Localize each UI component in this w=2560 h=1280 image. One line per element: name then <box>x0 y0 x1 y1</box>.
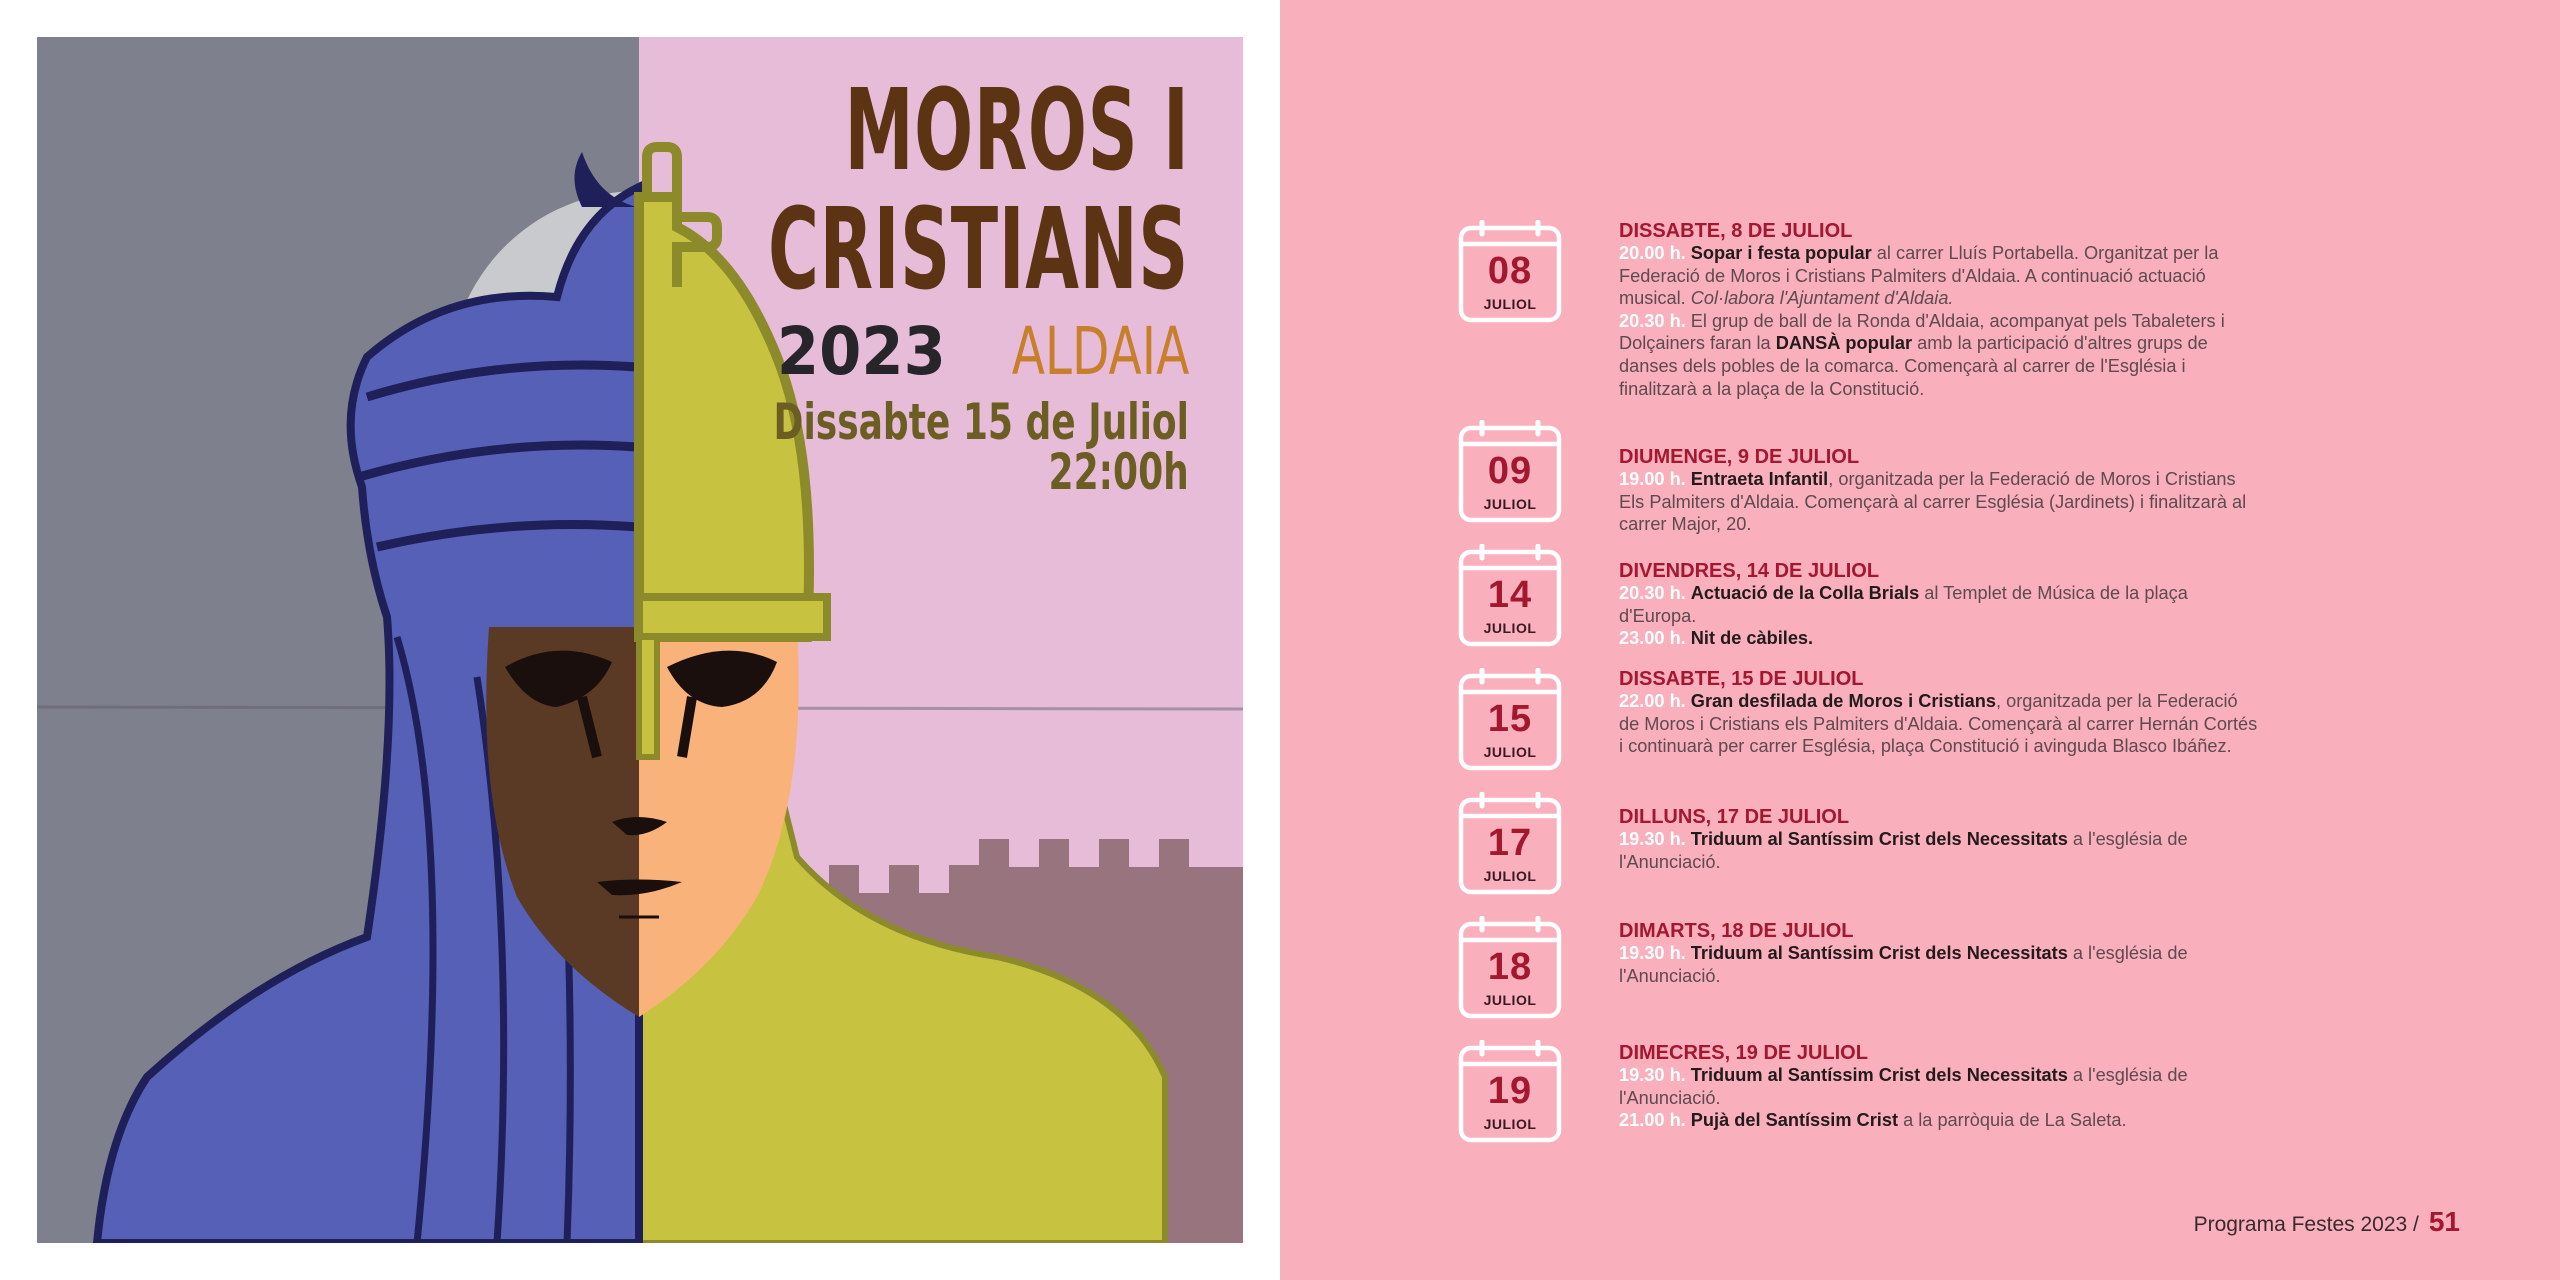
calendar-day: 14 <box>1487 574 1533 616</box>
event-details <box>1619 560 2259 650</box>
calendar-month: JULIOL <box>1483 744 1537 760</box>
event-title: Entraeta Infantil <box>1690 469 1829 489</box>
poster-year: 2023 <box>776 313 946 390</box>
event-heading: DIVENDRES, 14 DE JULIOL <box>1619 560 1880 582</box>
event-description: , organitzada per la Federació de Moros i Cristians els Palmiters d'Aldaia. Començarà al carrer Hernán Cortés i continuarà per carrer Església, plaça Constitució i avinguda Blasco Ibáñez. <box>1619 691 2258 757</box>
event-description: a la parròquia de La Saleta. <box>1903 1110 2127 1131</box>
footer-label: Programa Festes 2023 / <box>2193 1213 2419 1236</box>
poster-date: Dissabte 15 de Juliol <box>773 393 1189 451</box>
event-description: a l'església de l'Anunciació. <box>1619 1065 2188 1108</box>
event-title: Nit de càbiles. <box>1690 628 1814 649</box>
event-time: 23.00 h. <box>1619 628 1686 649</box>
event-description: a l'església de l'Anunciació. <box>1619 829 2188 872</box>
poster-title-line-2: CRISTIANS <box>768 185 1189 315</box>
event-description: al Templet de Música de la plaça d'Europa. <box>1619 583 2188 626</box>
event-details <box>1619 920 2259 987</box>
event-title: Triduum al Santíssim Crist dels Necessitats <box>1690 1065 2068 1085</box>
event-details <box>1619 806 2259 873</box>
calendar-day: 15 <box>1487 698 1533 740</box>
event-title: Triduum al Santíssim Crist dels Necessitats <box>1690 829 2068 849</box>
calendar-badge <box>1458 544 1562 648</box>
event-details <box>1619 1042 2259 1132</box>
event-title: Sopar i festa popular <box>1690 243 1872 263</box>
helmet-rim <box>639 597 827 637</box>
program-page <box>1280 0 2560 1280</box>
event-time: 19.30 h. <box>1619 943 1686 963</box>
event-description: El grup de ball de la Ronda d'Aldaia, acompanyat pels Tabaleters i Dolçainers faran la <box>1619 310 2225 354</box>
event-title: DANSÀ popular <box>1775 333 1913 354</box>
event-details <box>1619 220 2259 400</box>
event-title: Actuació de la Colla Brials <box>1690 583 1920 603</box>
event-details <box>1619 446 2259 536</box>
festival-poster <box>37 37 1243 1243</box>
page-number: 51 <box>2428 1206 2460 1237</box>
event-heading: DISSABTE, 15 DE JULIOL <box>1619 668 1864 690</box>
calendar-month: JULIOL <box>1483 868 1537 884</box>
calendar-badge <box>1458 420 1562 524</box>
poster-year-town <box>776 313 1189 390</box>
event-time: 20.00 h. <box>1619 243 1686 263</box>
event-heading: DIMARTS, 18 DE JULIOL <box>1619 920 1854 942</box>
event-time: 19.00 h. <box>1619 469 1686 489</box>
event-note: Col·labora l'Ajuntament d'Aldaia. <box>1690 288 1954 309</box>
calendar-month: JULIOL <box>1483 496 1537 512</box>
poster-title-line-1: MOROS I <box>843 66 1189 196</box>
event-time: 21.00 h. <box>1619 1110 1686 1131</box>
page-footer <box>2194 1206 2460 1238</box>
poster-town: ALDAIA <box>1011 313 1189 390</box>
event-time: 22.00 h. <box>1619 691 1686 711</box>
event-heading: DISSABTE, 8 DE JULIOL <box>1619 220 1853 242</box>
calendar-badge <box>1458 668 1562 772</box>
event-time: 19.30 h. <box>1619 1065 1686 1085</box>
calendar-badge <box>1458 220 1562 324</box>
calendar-month: JULIOL <box>1483 992 1537 1008</box>
event-title: Triduum al Santíssim Crist dels Necessitats <box>1690 943 2068 963</box>
calendar-month: JULIOL <box>1483 620 1537 636</box>
event-heading: DIMECRES, 19 DE JULIOL <box>1619 1042 1868 1064</box>
event-time: 20.30 h. <box>1619 310 1686 331</box>
calendar-month: JULIOL <box>1483 296 1537 312</box>
event-title: Pujà del Santíssim Crist <box>1690 1110 1898 1131</box>
event-description: a l'església de l'Anunciació. <box>1619 943 2188 986</box>
poster-time: 22:00h <box>1048 443 1189 501</box>
event-description: amb la participació d'altres grups de danses dels pobles de la comarca. Començarà al carrer de l'Església i finalitzarà a la plaça de la Constitució. <box>1619 333 2208 399</box>
event-title: Gran desfilada de Moros i Cristians <box>1690 691 1997 711</box>
calendar-month: JULIOL <box>1483 1116 1537 1132</box>
event-description: al carrer Lluís Portabella. Organitzat per la Federació de Moros i Cristians Palmiters d'Aldaia. A continuació actuació musical. <box>1619 243 2219 309</box>
event-time: 20.30 h. <box>1619 583 1686 603</box>
calendar-day: 18 <box>1487 946 1533 988</box>
calendar-day: 17 <box>1487 822 1533 864</box>
calendar-day: 09 <box>1487 450 1533 492</box>
event-description: , organitzada per la Federació de Moros i Cristians Els Palmiters d'Aldaia. Començarà al carrer Església (Jardinets) i finalitzarà al carrer Major, 20. <box>1619 469 2247 535</box>
calendar-badge <box>1458 792 1562 896</box>
calendar-day: 19 <box>1487 1070 1533 1112</box>
calendar-badge <box>1458 916 1562 1020</box>
calendar-badge <box>1458 1040 1562 1144</box>
event-time: 19.30 h. <box>1619 829 1686 849</box>
event-details <box>1619 668 2259 758</box>
event-heading: DILLUNS, 17 DE JULIOL <box>1619 806 1850 828</box>
calendar-day: 08 <box>1487 250 1533 292</box>
helmet-nose-guard <box>639 637 657 757</box>
event-heading: DIUMENGE, 9 DE JULIOL <box>1619 446 1860 468</box>
